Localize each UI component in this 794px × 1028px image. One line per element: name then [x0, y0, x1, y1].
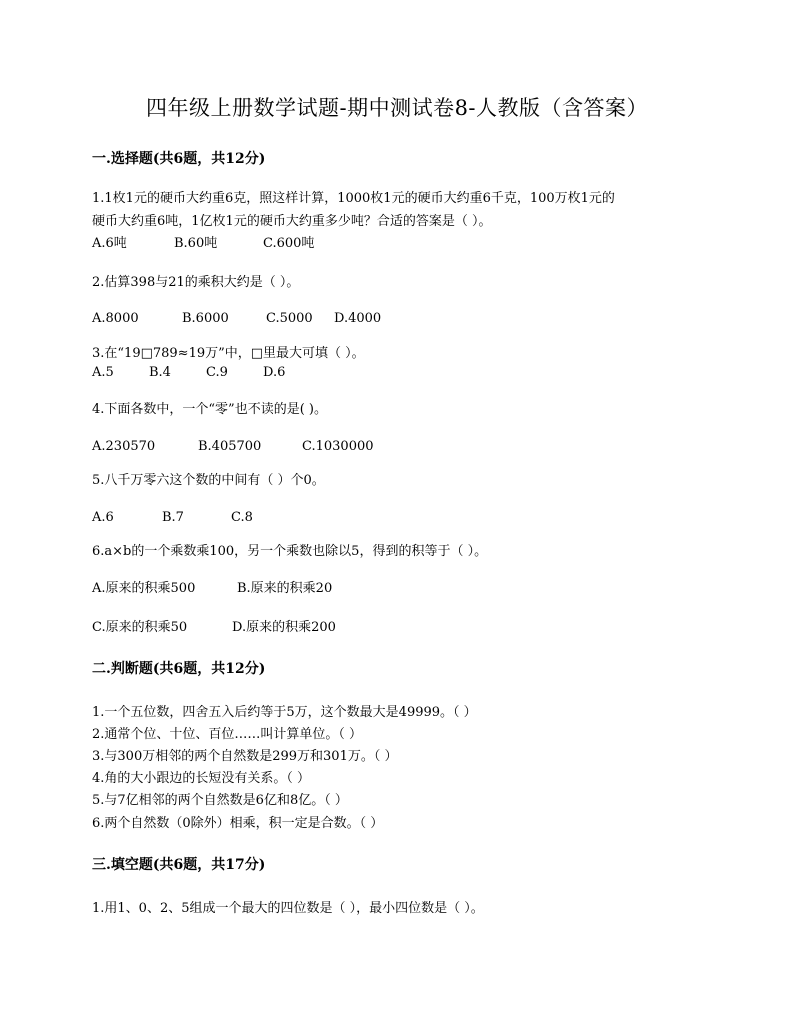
option-c: C.5000 — [266, 311, 313, 326]
page-title: 四年级上册数学试题-期中测试卷8-人教版（含答案） — [145, 96, 649, 120]
question-4-options — [92, 437, 374, 457]
question-1-line-1: 1.1枚1元的硬币大约重6克，照这样计算，1000枚1元的硬币大约重6千克，100万枚1元的 — [92, 191, 615, 206]
option-d: D.原来的积乘200 — [232, 620, 336, 635]
option-c: C.1030000 — [302, 439, 374, 454]
question-5-options — [92, 508, 253, 528]
question-3-options — [92, 363, 285, 383]
question-2-text: 2.估算398与21的乘积大约是（ ）。 — [92, 275, 300, 290]
option-a: A.6吨 — [92, 236, 127, 251]
question-1-options — [92, 234, 314, 254]
question-1-line-2: 硬币大约重6吨，1亿枚1元的硬币大约重多少吨？合适的答案是（ ）。 — [92, 214, 492, 229]
option-b: B.原来的积乘20 — [237, 581, 333, 596]
judge-item-2: 2.通常个位、十位、百位……叫计算单位。（ ） — [92, 727, 363, 742]
option-a: A.原来的积乘500 — [92, 581, 196, 596]
option-b: B.7 — [162, 510, 184, 525]
option-c: C.600吨 — [263, 236, 315, 251]
judge-item-3: 3.与300万相邻的两个自然数是299万和301万。（ ） — [92, 749, 398, 764]
question-5-text: 5.八千万零六这个数的中间有（ ）个0。 — [92, 473, 325, 488]
option-d: D.4000 — [334, 311, 382, 326]
question-4-text: 4.下面各数中，一个“零”也不读的是( )。 — [92, 402, 327, 417]
option-b: B.60吨 — [174, 236, 218, 251]
section-heading-choice: 一.选择题(共6题，共12分) — [92, 151, 266, 167]
option-c: C.9 — [206, 365, 228, 380]
question-3-text: 3.在“19□789≈19万”中，□里最大可填（ ）。 — [92, 346, 365, 361]
question-6-options-row-1 — [92, 579, 332, 599]
option-b: B.4 — [149, 365, 171, 380]
option-d: D.6 — [263, 365, 286, 380]
option-a: A.5 — [92, 365, 114, 380]
section-heading-judge: 二.判断题(共6题，共12分) — [92, 661, 266, 677]
option-c: C.8 — [231, 510, 253, 525]
judge-item-6: 6.两个自然数（0除外）相乘，积一定是合数。（ ） — [92, 816, 384, 831]
question-2-options — [92, 309, 381, 329]
option-c: C.原来的积乘50 — [92, 620, 188, 635]
option-a: A.230570 — [92, 439, 156, 454]
section-heading-fill: 三.填空题(共6题，共17分) — [92, 857, 266, 873]
judge-item-1: 1.一个五位数，四舍五入后约等于5万，这个数最大是49999。（ ） — [92, 705, 477, 720]
option-b: B.405700 — [198, 439, 262, 454]
fill-item-1: 1.用1、0、2、5组成一个最大的四位数是（ ），最小四位数是（ ）。 — [92, 901, 484, 916]
option-a: A.8000 — [92, 311, 139, 326]
judge-item-5: 5.与7亿相邻的两个自然数是6亿和8亿。（ ） — [92, 793, 348, 808]
option-a: A.6 — [92, 510, 114, 525]
judge-item-4: 4.角的大小跟边的长短没有关系。（ ） — [92, 771, 311, 786]
question-6-options-row-2 — [92, 618, 336, 638]
option-b: B.6000 — [182, 311, 229, 326]
question-6-text: 6.a×b的一个乘数乘100，另一个乘数也除以5，得到的积等于（ ）。 — [92, 544, 488, 559]
